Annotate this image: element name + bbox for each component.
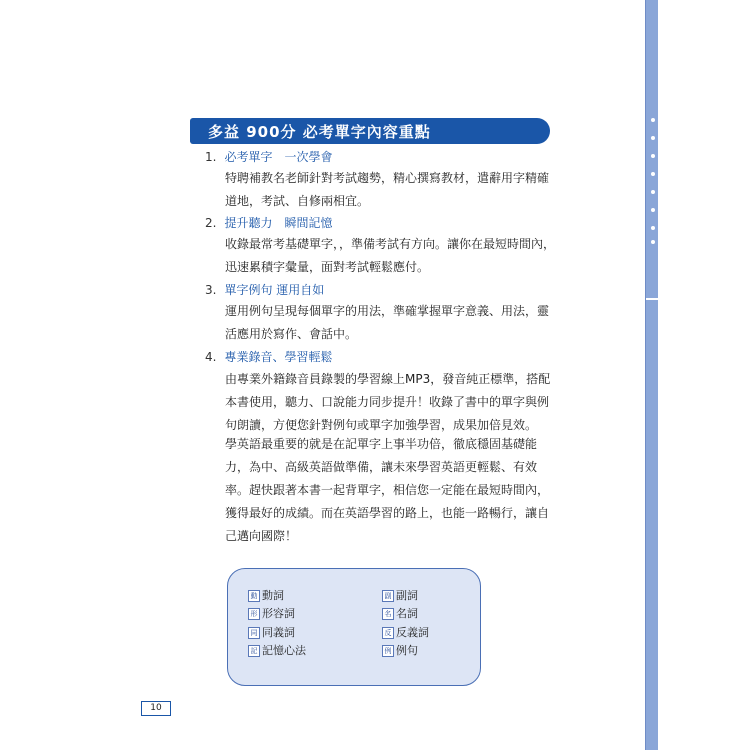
noun-icon: 名 (382, 608, 394, 620)
legend-noun: 名 名詞 (382, 605, 418, 621)
legend-memory: 記 記憶心法 (248, 642, 306, 658)
tab-dot (651, 240, 655, 244)
section-heading-3 (205, 281, 324, 298)
tab-dot (651, 190, 655, 194)
memory-icon: 記 (248, 645, 260, 657)
legend-example: 例 例句 (382, 642, 418, 658)
paragraph-4: 由專業外籍錄音員錄製的學習線上MP3，發音純正標準，搭配本書使用，聽力、口說能力同步提升！收錄了書中的單字與例句朗讀，方便您針對例句或單字加強學習，成果加倍見效。 (225, 372, 551, 432)
title-banner (190, 118, 550, 144)
tab-dot (651, 118, 655, 122)
paragraph-2: 收錄最常考基礎單字，，準備考試有方向。讓你在最短時間內，迅速累積字彙量，面對考試輕鬆應付。 (225, 237, 556, 274)
section-heading-2 (205, 214, 332, 231)
paragraph-3: 運用例句呈現每個單字的用法，準確掌握單字意義、用法，靈活應用於寫作、會話中。 (225, 304, 550, 341)
adjective-icon: 形 (248, 608, 260, 620)
paragraph-5: 學英語最重要的就是在記單字上事半功倍，徹底穩固基礎能力，為中、高級英語做準備，讓未來學習英語更輕鬆、有效率。趕快跟著本書一起背單字，相信您一定能在最短時間內，獲得最好的成績。而在英語學習的路上，也能一路暢行，讓自己邁向國際！ (225, 437, 550, 543)
antonym-icon: 反 (382, 627, 394, 639)
synonym-icon: 同 (248, 627, 260, 639)
page-title: 多益 900分 必考單字內容重點 (208, 123, 431, 141)
adverb-icon: 副 (382, 590, 394, 602)
section-title: 專業錄音、學習輕鬆 (224, 350, 333, 364)
verb-icon: 動 (248, 590, 260, 602)
page-number: 10 (141, 701, 171, 716)
side-tab (645, 0, 658, 750)
legend-verb: 動 動詞 (248, 587, 284, 603)
section-title: 單字例句 運用自如 (224, 283, 325, 297)
legend-adverb: 副 副詞 (382, 587, 418, 603)
paragraph-1: 特聘補教名老師針對考試趨勢，精心撰寫教材，遣辭用字精確道地，考試、自修兩相宜。 (225, 171, 550, 208)
tab-dot (651, 154, 655, 158)
tab-dot (651, 172, 655, 176)
legend-antonym: 反 反義詞 (382, 624, 429, 640)
section-number: 3. (205, 283, 217, 297)
legend-synonym: 同 同義詞 (248, 624, 295, 640)
section-title: 提升聽力 瞬間記憶 (224, 216, 333, 230)
section-number: 1. (205, 150, 217, 164)
tab-dot (651, 226, 655, 230)
section-number: 2. (205, 216, 217, 230)
legend-box (227, 568, 481, 686)
tab-dot (651, 136, 655, 140)
section-heading-1 (205, 148, 332, 165)
section-heading-4 (205, 348, 332, 365)
section-title: 必考單字 一次學會 (224, 150, 333, 164)
example-icon: 例 (382, 645, 394, 657)
tab-divider (646, 298, 658, 300)
section-number: 4. (205, 350, 217, 364)
tab-dot (651, 208, 655, 212)
legend-adjective: 形 形容詞 (248, 605, 295, 621)
